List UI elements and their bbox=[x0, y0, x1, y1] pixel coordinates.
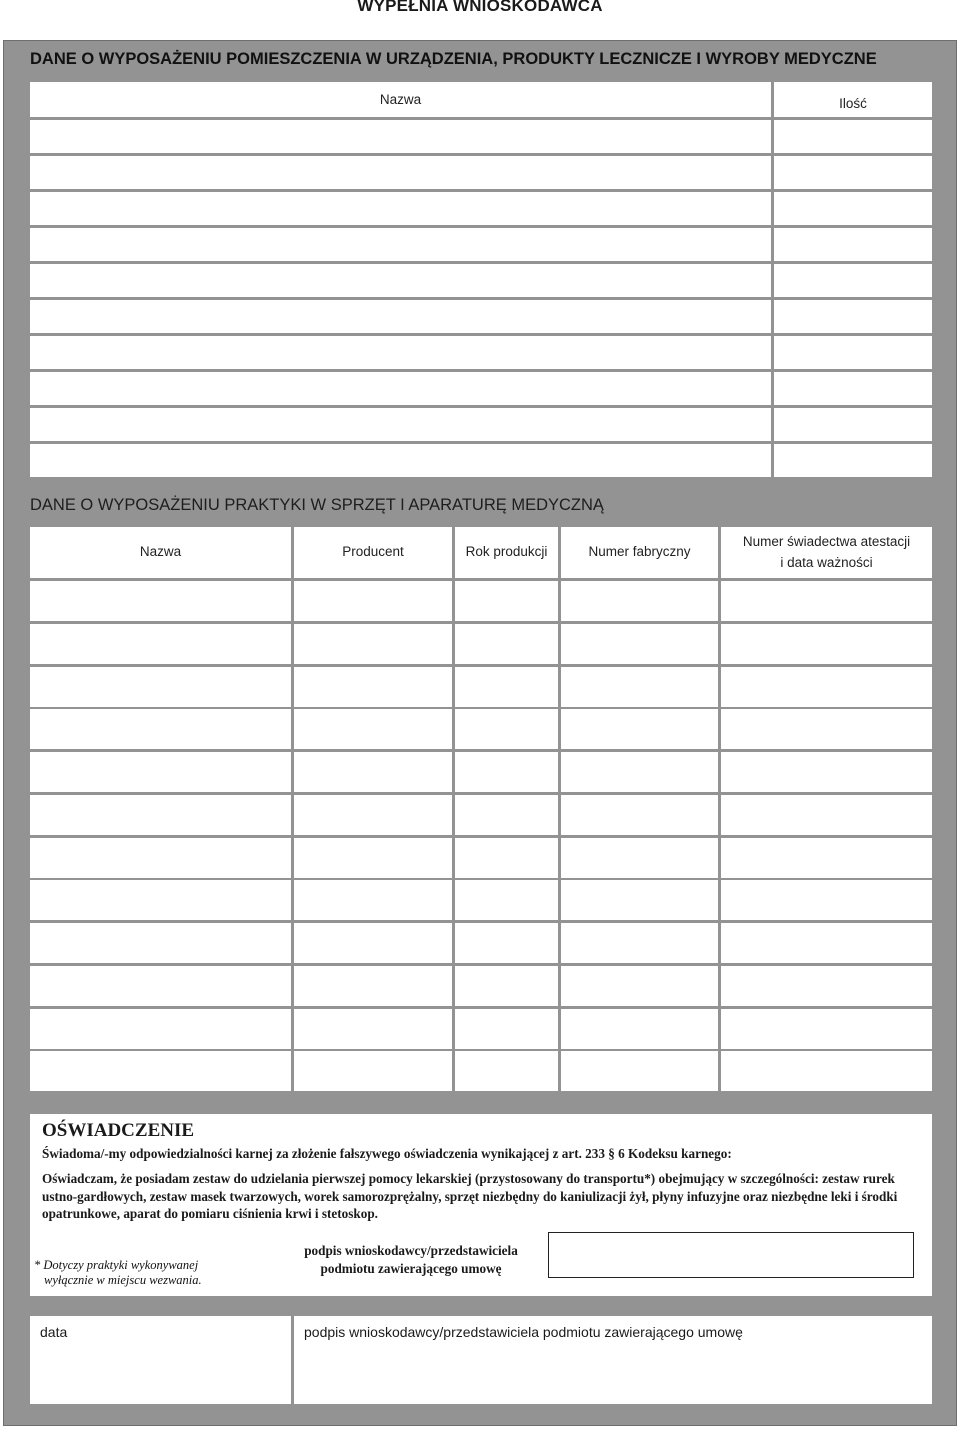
practice-row-numer-cell[interactable] bbox=[561, 880, 718, 920]
header-numer-fabryczny-label: Numer fabryczny bbox=[588, 544, 691, 560]
practice-row-nazwa-cell[interactable] bbox=[30, 624, 291, 664]
footnote bbox=[34, 1258, 202, 1288]
room-equipment-table bbox=[30, 82, 932, 474]
practice-row-numer-cell[interactable] bbox=[561, 966, 718, 1006]
room-row-name-cell[interactable] bbox=[30, 444, 771, 477]
header-numer-swiadectwa bbox=[721, 527, 932, 578]
practice-row-numer-cell[interactable] bbox=[561, 581, 718, 621]
room-row-name-cell[interactable] bbox=[30, 228, 771, 261]
header-numer-fabryczny bbox=[561, 527, 718, 578]
header-ilosc-label: Ilość bbox=[839, 96, 867, 111]
practice-row-rok-cell[interactable] bbox=[455, 1009, 558, 1049]
practice-row-numer-cell[interactable] bbox=[561, 923, 718, 963]
header-ilosc bbox=[774, 82, 932, 117]
practice-row-rok-cell[interactable] bbox=[455, 581, 558, 621]
practice-row-swiadectwo-cell[interactable] bbox=[721, 709, 932, 749]
room-row-name-cell[interactable] bbox=[30, 192, 771, 225]
practice-row-producent-cell[interactable] bbox=[294, 795, 452, 835]
practice-row-nazwa-cell[interactable] bbox=[30, 1051, 291, 1091]
header-producent-label: Producent bbox=[342, 544, 404, 560]
practice-row-swiadectwo-cell[interactable] bbox=[721, 624, 932, 664]
practice-row-producent-cell[interactable] bbox=[294, 838, 452, 878]
signature-label-line2: podmiotu zawierającego umowę bbox=[320, 1260, 502, 1276]
room-row-qty-cell[interactable] bbox=[774, 228, 932, 261]
practice-row-numer-cell[interactable] bbox=[561, 795, 718, 835]
room-row-name-cell[interactable] bbox=[30, 120, 771, 153]
practice-row-nazwa-cell[interactable] bbox=[30, 667, 291, 707]
practice-row-rok-cell[interactable] bbox=[455, 709, 558, 749]
practice-row-swiadectwo-cell[interactable] bbox=[721, 1051, 932, 1091]
signature-label-line1: podpis wnioskodawcy/przedstawiciela bbox=[304, 1243, 518, 1258]
practice-row-nazwa-cell[interactable] bbox=[30, 1009, 291, 1049]
header-nazwa bbox=[30, 82, 771, 117]
practice-row-nazwa-cell[interactable] bbox=[30, 966, 291, 1006]
room-row-qty-cell[interactable] bbox=[774, 264, 932, 297]
practice-row-swiadectwo-cell[interactable] bbox=[721, 667, 932, 707]
practice-row-swiadectwo-cell[interactable] bbox=[721, 923, 932, 963]
practice-row-rok-cell[interactable] bbox=[455, 667, 558, 707]
room-row-qty-cell[interactable] bbox=[774, 372, 932, 405]
date-signature-box bbox=[30, 1316, 932, 1404]
practice-row-rok-cell[interactable] bbox=[455, 752, 558, 792]
signature-field[interactable] bbox=[548, 1232, 914, 1278]
practice-equipment-table bbox=[30, 527, 932, 1090]
practice-row-producent-cell[interactable] bbox=[294, 709, 452, 749]
signature-label bbox=[280, 1242, 542, 1277]
practice-row-numer-cell[interactable] bbox=[561, 752, 718, 792]
declaration-body: Oświadczam, że posiadam zestaw do udzielania pierwszej pomocy lekarskiej (przystosowany do transportu*) obejmujący w szczególności: zestaw rurek ustno-gardłowych, zestaw masek twarzowych, worek samorozprężalny, sprzęt niezbędny do kaniulizacji żył, płyny infuzyjne oraz niezbędne leki i środki opatrunkowe, aparat do pomiaru ciśnienia krwi i stetoskop. bbox=[42, 1171, 898, 1221]
practice-row-swiadectwo-cell[interactable] bbox=[721, 1009, 932, 1049]
header-producent bbox=[294, 527, 452, 578]
room-row-name-cell[interactable] bbox=[30, 408, 771, 441]
practice-row-swiadectwo-cell[interactable] bbox=[721, 795, 932, 835]
practice-row-producent-cell[interactable] bbox=[294, 752, 452, 792]
page-heading: WYPEŁNIA WNIOSKODAWCA bbox=[357, 0, 603, 15]
section-title-practice-equipment: DANE O WYPOSAŻENIU PRAKTYKI W SPRZĘT I APARATURĘ MEDYCZNĄ bbox=[30, 496, 604, 514]
room-row-qty-cell[interactable] bbox=[774, 408, 932, 441]
declaration-title: OŚWIADCZENIE bbox=[42, 1120, 195, 1141]
practice-row-nazwa-cell[interactable] bbox=[30, 581, 291, 621]
practice-row-nazwa-cell[interactable] bbox=[30, 752, 291, 792]
practice-row-producent-cell[interactable] bbox=[294, 1009, 452, 1049]
practice-row-numer-cell[interactable] bbox=[561, 838, 718, 878]
header-numer-swiadectwa-line2: i data ważności bbox=[780, 554, 873, 570]
date-divider bbox=[291, 1316, 294, 1404]
practice-row-numer-cell[interactable] bbox=[561, 624, 718, 664]
practice-row-rok-cell[interactable] bbox=[455, 624, 558, 664]
practice-row-rok-cell[interactable] bbox=[455, 795, 558, 835]
room-row-qty-cell[interactable] bbox=[774, 336, 932, 369]
practice-row-producent-cell[interactable] bbox=[294, 923, 452, 963]
room-row-name-cell[interactable] bbox=[30, 264, 771, 297]
practice-row-rok-cell[interactable] bbox=[455, 838, 558, 878]
practice-row-producent-cell[interactable] bbox=[294, 581, 452, 621]
declaration-subtitle: Świadoma/-my odpowiedzialności karnej za złożenie fałszywego oświadczenia wynikającej z art. 233 § 6 Kodeksu karnego: bbox=[42, 1146, 732, 1161]
bottom-signature-label: podpis wnioskodawcy/przedstawiciela podmiotu zawierającego umowę bbox=[304, 1324, 743, 1340]
practice-row-numer-cell[interactable] bbox=[561, 1051, 718, 1091]
practice-row-producent-cell[interactable] bbox=[294, 966, 452, 1006]
practice-row-swiadectwo-cell[interactable] bbox=[721, 581, 932, 621]
practice-row-swiadectwo-cell[interactable] bbox=[721, 966, 932, 1006]
practice-row-producent-cell[interactable] bbox=[294, 880, 452, 920]
room-row-name-cell[interactable] bbox=[30, 300, 771, 333]
practice-row-producent-cell[interactable] bbox=[294, 1051, 452, 1091]
header-nazwa-2-label: Nazwa bbox=[139, 544, 182, 560]
room-row-qty-cell[interactable] bbox=[774, 300, 932, 333]
room-row-qty-cell[interactable] bbox=[774, 444, 932, 477]
header-numer-swiadectwa-line1: Numer świadectwa atestacji bbox=[742, 534, 911, 550]
footnote-line2: wyłącznie w miejscu wezwania. bbox=[44, 1273, 202, 1287]
practice-row-swiadectwo-cell[interactable] bbox=[721, 752, 932, 792]
practice-row-swiadectwo-cell[interactable] bbox=[721, 880, 932, 920]
practice-row-rok-cell[interactable] bbox=[455, 1051, 558, 1091]
practice-row-numer-cell[interactable] bbox=[561, 1009, 718, 1049]
practice-row-nazwa-cell[interactable] bbox=[30, 923, 291, 963]
practice-row-nazwa-cell[interactable] bbox=[30, 709, 291, 749]
practice-row-rok-cell[interactable] bbox=[455, 923, 558, 963]
header-nazwa-2 bbox=[30, 527, 291, 578]
date-label: data bbox=[40, 1324, 68, 1340]
room-row-qty-cell[interactable] bbox=[774, 120, 932, 153]
room-row-name-cell[interactable] bbox=[30, 372, 771, 405]
practice-row-rok-cell[interactable] bbox=[455, 880, 558, 920]
practice-row-producent-cell[interactable] bbox=[294, 667, 452, 707]
footnote-line1: * Dotyczy praktyki wykonywanej bbox=[34, 1258, 199, 1272]
practice-row-nazwa-cell[interactable] bbox=[30, 880, 291, 920]
header-rok-produkcji bbox=[455, 527, 558, 578]
practice-row-numer-cell[interactable] bbox=[561, 667, 718, 707]
section-title-room-equipment: DANE O WYPOSAŻENIU POMIESZCZENIA W URZĄDZENIA, PRODUKTY LECZNICZE I WYROBY MEDYCZNE bbox=[30, 50, 877, 68]
room-row-qty-cell[interactable] bbox=[774, 156, 932, 189]
room-row-qty-cell[interactable] bbox=[774, 192, 932, 225]
practice-row-producent-cell[interactable] bbox=[294, 624, 452, 664]
room-row-name-cell[interactable] bbox=[30, 336, 771, 369]
practice-row-numer-cell[interactable] bbox=[561, 709, 718, 749]
practice-row-swiadectwo-cell[interactable] bbox=[721, 838, 932, 878]
practice-row-nazwa-cell[interactable] bbox=[30, 795, 291, 835]
practice-row-rok-cell[interactable] bbox=[455, 966, 558, 1006]
practice-row-nazwa-cell[interactable] bbox=[30, 838, 291, 878]
header-rok-produkcji-label: Rok produkcji bbox=[465, 544, 548, 560]
room-row-name-cell[interactable] bbox=[30, 156, 771, 189]
header-nazwa-label: Nazwa bbox=[379, 92, 422, 107]
